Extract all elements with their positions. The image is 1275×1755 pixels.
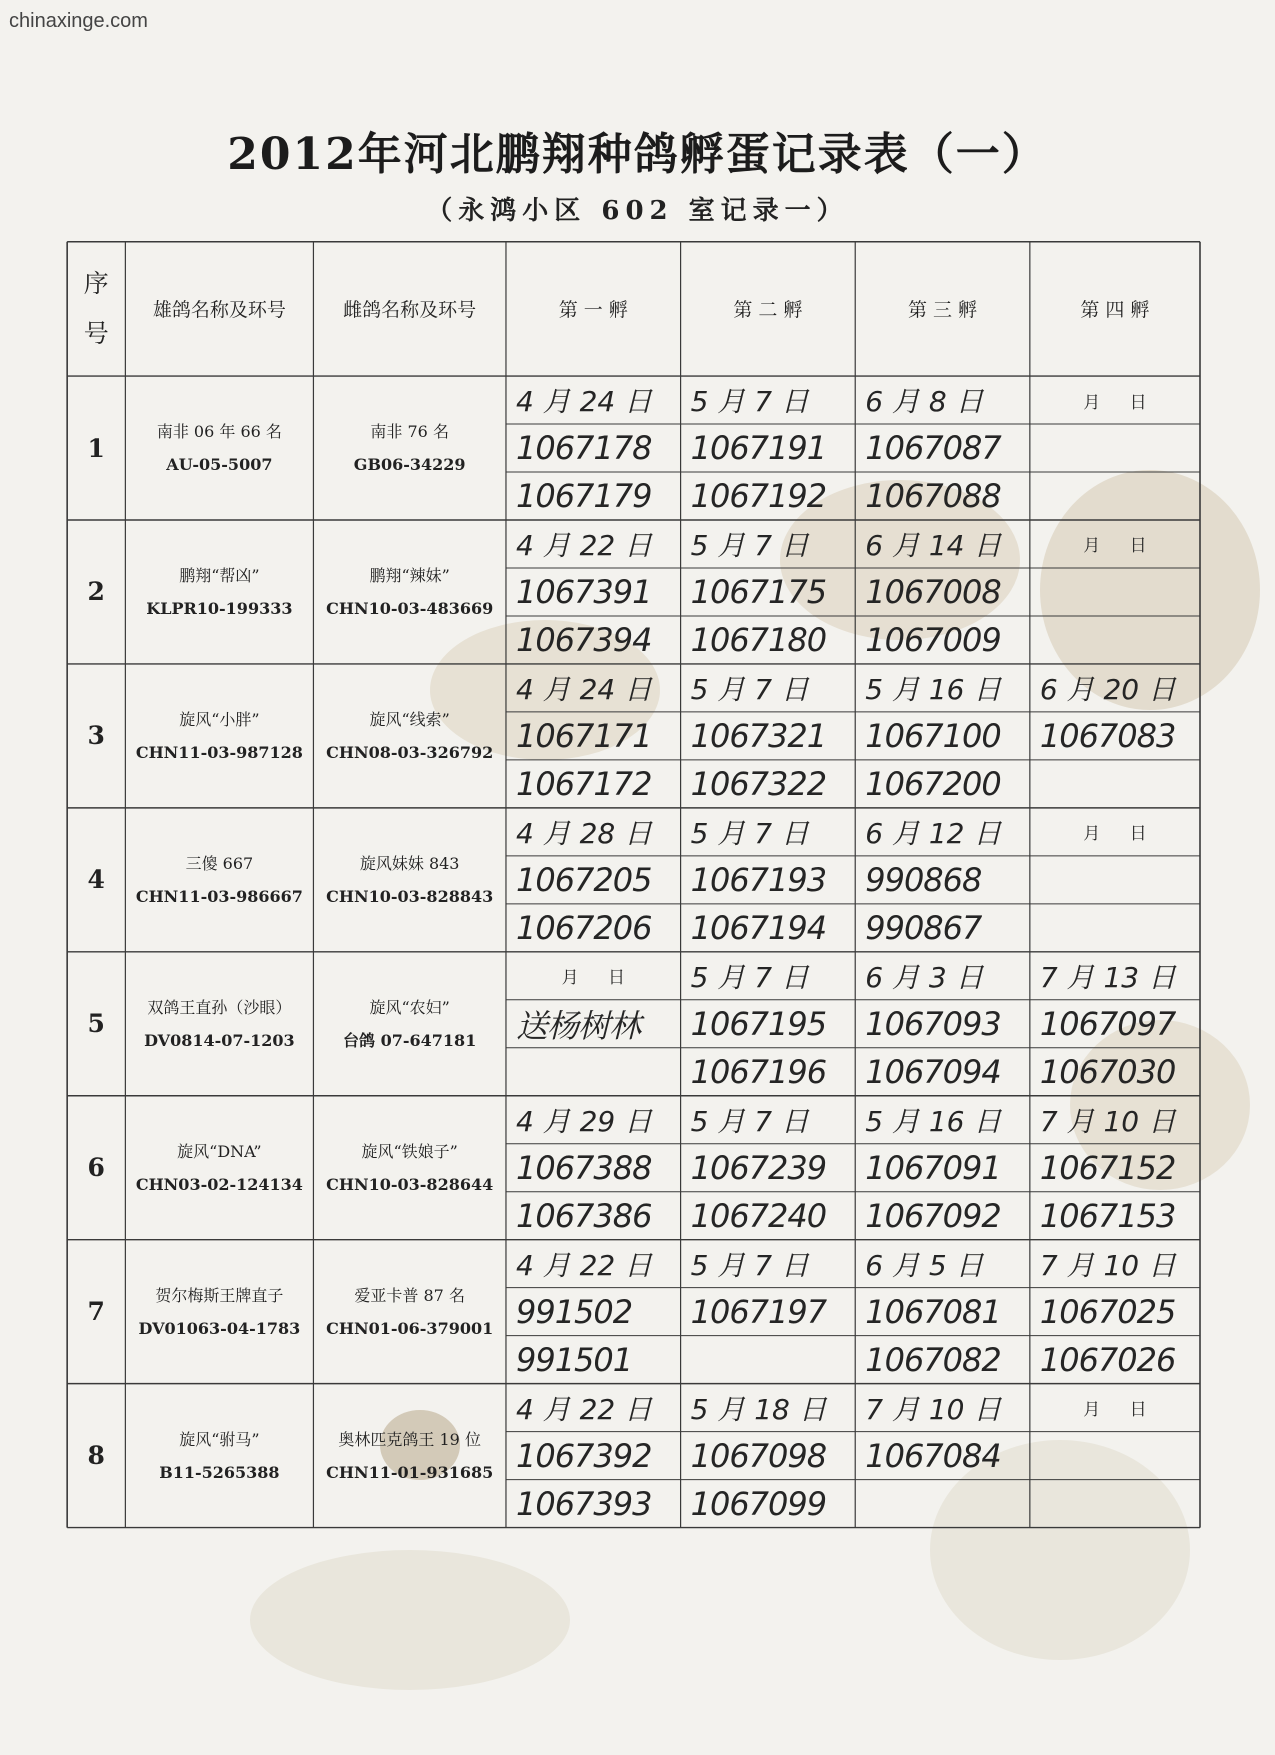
egg-ring-text: 1067084 — [865, 1436, 1001, 1475]
egg-ring-text: 1067081 — [865, 1292, 1001, 1331]
egg-ring-number — [1030, 712, 1200, 760]
egg-ring-text: 1067097 — [1039, 1004, 1176, 1043]
egg-ring-text: 1067083 — [1039, 716, 1176, 755]
header-hatch-label: 第 三 孵 — [907, 299, 978, 322]
egg-ring-text: 1067196 — [690, 1052, 827, 1091]
male-ring-number: KLPR10-199333 — [146, 598, 293, 618]
egg-ring-number — [506, 1336, 681, 1384]
egg-ring-number — [506, 760, 681, 808]
male-pigeon-cell — [125, 520, 313, 664]
hatch-date-text: 4 月 28 日 — [515, 816, 653, 850]
hatch-date-text: 月 日 — [1083, 1400, 1147, 1421]
row-seq — [67, 1384, 125, 1528]
egg-ring-text: 1067180 — [690, 620, 827, 659]
hatch-date-text: 6 月 3 日 — [865, 960, 984, 994]
egg-ring-number — [855, 1048, 1030, 1096]
header-hatch-label: 第 四 孵 — [1080, 299, 1150, 322]
egg-ring-number — [506, 1000, 681, 1048]
egg-ring-number — [1030, 856, 1200, 904]
male-pigeon-cell — [125, 808, 313, 952]
egg-ring-text: 1067205 — [515, 860, 652, 899]
egg-ring-text: 1067008 — [865, 572, 1001, 611]
hatch-date — [681, 376, 856, 424]
male-ring-number: AU-05-5007 — [166, 455, 273, 475]
hatch-date — [506, 952, 681, 1000]
female-pigeon-cell — [313, 520, 506, 664]
header-hatch-label: 第 一 孵 — [558, 299, 628, 322]
egg-ring-number — [681, 1000, 856, 1048]
egg-ring-number — [1030, 424, 1200, 472]
hatch-date-text: 4 月 22 日 — [515, 528, 653, 562]
egg-ring-number — [1030, 616, 1200, 664]
egg-ring-text: 1067175 — [690, 572, 827, 611]
male-pigeon-name: 旋风“小胖” — [179, 709, 260, 729]
egg-ring-number — [855, 1192, 1030, 1240]
egg-ring-number — [1030, 1480, 1200, 1528]
egg-ring-number — [855, 472, 1030, 520]
header-female — [313, 242, 506, 376]
egg-ring-text: 1067392 — [515, 1436, 652, 1475]
hatch-date-text: 5 月 7 日 — [690, 1104, 809, 1138]
female-ring-number: 台鸽 07-647181 — [343, 1030, 477, 1050]
egg-ring-number — [506, 472, 681, 520]
hatch-date-text: 5 月 16 日 — [865, 1104, 1002, 1138]
egg-ring-number — [506, 1288, 681, 1336]
egg-ring-number — [681, 1144, 856, 1192]
female-pigeon-name: 鹏翔“辣妹” — [369, 565, 450, 585]
hatch-date-text: 4 月 22 日 — [515, 1392, 653, 1426]
header-seq-char: 号 — [83, 318, 109, 348]
row-seq — [67, 1096, 125, 1240]
egg-ring-number — [855, 424, 1030, 472]
sheet-subtitle: （永鸿小区 602 室记录一） — [426, 196, 849, 226]
egg-ring-text: 1067088 — [865, 477, 1001, 515]
header-hatch-4 — [1030, 242, 1200, 376]
hatch-date — [855, 1096, 1030, 1144]
egg-ring-number — [1030, 1192, 1200, 1240]
row-seq — [67, 520, 125, 664]
female-pigeon-cell — [313, 1096, 506, 1240]
male-pigeon-name: 贺尔梅斯王牌直子 — [155, 1285, 284, 1305]
egg-ring-text: 1067193 — [690, 860, 827, 899]
egg-ring-number — [855, 760, 1030, 808]
male-pigeon-name: 鹏翔“帮凶” — [179, 565, 260, 585]
egg-ring-text: 1067386 — [515, 1196, 652, 1235]
row-seq-number: 5 — [87, 1009, 105, 1039]
egg-ring-text: 1067152 — [1039, 1148, 1176, 1187]
hatch-date — [855, 952, 1030, 1000]
egg-ring-text: 990867 — [865, 908, 982, 947]
egg-ring-text: 1067087 — [865, 429, 1001, 468]
egg-ring-text: 991502 — [515, 1292, 633, 1331]
egg-ring-text: 1067030 — [1039, 1052, 1176, 1091]
female-ring-number: CHN10-03-828644 — [326, 1174, 494, 1194]
header-male-label: 雄鸽名称及环号 — [152, 299, 286, 322]
hatch-date-text: 6 月 12 日 — [865, 816, 1002, 850]
egg-ring-text: 1067195 — [690, 1004, 827, 1043]
hatch-date-text: 5 月 16 日 — [865, 672, 1002, 706]
egg-ring-number — [1030, 472, 1200, 520]
female-ring-number: CHN08-03-326792 — [326, 742, 494, 762]
egg-ring-number — [855, 1000, 1030, 1048]
header-hatch-2 — [681, 242, 856, 376]
hatch-date-text: 5 月 7 日 — [690, 385, 809, 419]
egg-ring-text: 1067239 — [690, 1148, 827, 1187]
egg-ring-text: 1067388 — [515, 1148, 652, 1187]
egg-ring-text: 1067194 — [690, 908, 827, 947]
egg-ring-text: 1067321 — [690, 716, 827, 755]
male-pigeon-cell — [125, 376, 313, 520]
egg-ring-text: 1067025 — [1039, 1292, 1176, 1331]
egg-ring-number — [1030, 904, 1200, 952]
hatch-date-text: 6 月 20 日 — [1039, 672, 1176, 706]
egg-ring-number — [855, 904, 1030, 952]
egg-ring-number — [855, 568, 1030, 616]
egg-ring-number — [681, 568, 856, 616]
egg-ring-number — [681, 616, 856, 664]
female-pigeon-name: 旋风“农妇” — [369, 997, 450, 1017]
egg-ring-number — [681, 760, 856, 808]
egg-ring-text: 1067197 — [690, 1292, 827, 1331]
hatch-date-text: 月 日 — [1083, 536, 1147, 557]
hatch-date — [1030, 520, 1200, 568]
female-pigeon-name: 爱亚卡普 87 名 — [354, 1285, 465, 1305]
egg-ring-number — [1030, 760, 1200, 808]
egg-ring-text: 1067178 — [515, 429, 652, 468]
egg-ring-number — [855, 712, 1030, 760]
hatch-date — [681, 520, 856, 568]
male-ring-number: DV01063-04-1783 — [138, 1318, 301, 1338]
row-seq-number: 7 — [87, 1297, 105, 1327]
hatch-date-text: 月 日 — [1083, 824, 1147, 845]
row-seq — [67, 808, 125, 952]
male-pigeon-cell — [125, 1096, 313, 1240]
male-pigeon-name: 旋风“DNA” — [177, 1141, 262, 1161]
hatch-date-text: 5 月 7 日 — [690, 672, 809, 706]
egg-ring-number — [506, 856, 681, 904]
egg-ring-number — [681, 1336, 856, 1384]
hatch-date-text: 6 月 14 日 — [865, 528, 1002, 562]
egg-ring-text: 1067091 — [865, 1148, 1001, 1187]
egg-ring-text: 1067094 — [865, 1052, 1001, 1091]
hatch-date-text: 7 月 10 日 — [1039, 1104, 1176, 1138]
site-watermark: chinaxinge.com — [9, 10, 148, 32]
hatch-date-text: 7 月 13 日 — [1039, 960, 1176, 994]
egg-ring-text: 1067393 — [515, 1484, 652, 1523]
hatch-date-text: 月 日 — [1083, 392, 1147, 413]
egg-ring-number — [1030, 1336, 1200, 1384]
row-seq-number: 6 — [87, 1153, 105, 1183]
hatch-date — [855, 664, 1030, 712]
egg-ring-text: 1067098 — [690, 1436, 827, 1475]
egg-ring-number — [506, 712, 681, 760]
female-ring-number: CHN01-06-379001 — [326, 1318, 494, 1338]
hatch-date — [855, 520, 1030, 568]
header-female-label: 雌鸽名称及环号 — [343, 299, 477, 322]
female-pigeon-cell — [313, 808, 506, 952]
egg-ring-number — [681, 904, 856, 952]
male-pigeon-name: 三傻 667 — [185, 853, 254, 873]
hatch-date-text: 5 月 7 日 — [690, 816, 809, 850]
male-ring-number: B11-5265388 — [159, 1462, 280, 1482]
row-seq — [67, 952, 125, 1096]
hatch-date — [1030, 952, 1200, 1000]
female-pigeon-name: 旋风妹妹 843 — [359, 853, 460, 873]
header-hatch-label: 第 二 孵 — [733, 299, 803, 322]
row-seq-number: 4 — [87, 865, 105, 895]
male-ring-number: CHN11-03-987128 — [135, 742, 303, 762]
egg-ring-number — [855, 1144, 1030, 1192]
egg-ring-text: 1067009 — [865, 620, 1001, 659]
egg-ring-number — [1030, 1000, 1200, 1048]
egg-ring-text: 990868 — [865, 860, 982, 899]
egg-ring-number — [681, 1288, 856, 1336]
hatch-date — [506, 808, 681, 856]
egg-ring-number — [681, 1048, 856, 1096]
hatch-date-text: 月 日 — [561, 968, 625, 989]
hatch-date-text: 5 月 18 日 — [690, 1392, 827, 1426]
egg-ring-text: 1067206 — [515, 908, 652, 947]
egg-ring-text: 1067179 — [515, 477, 652, 515]
hatch-date-text: 6 月 5 日 — [865, 1248, 984, 1282]
hatch-date — [681, 952, 856, 1000]
female-pigeon-cell — [313, 376, 506, 520]
header-male — [125, 242, 313, 376]
hatch-date — [681, 1384, 856, 1432]
hatch-date-text: 6 月 8 日 — [865, 385, 984, 419]
male-pigeon-name: 旋风“驸马” — [179, 1429, 260, 1449]
row-seq-number: 2 — [87, 577, 105, 607]
hatch-date — [1030, 1096, 1200, 1144]
male-ring-number: CHN03-02-124134 — [135, 1174, 303, 1194]
egg-ring-text: 1067192 — [690, 477, 827, 515]
sheet-title: 2012年河北鹏翔种鸽孵蛋记录表（一） — [227, 129, 1048, 180]
egg-ring-number — [681, 856, 856, 904]
female-ring-number: CHN10-03-828843 — [326, 886, 494, 906]
egg-ring-number — [855, 1480, 1030, 1528]
egg-ring-text: 991501 — [515, 1340, 633, 1379]
egg-ring-text: 1067191 — [690, 429, 827, 468]
row-seq-number: 3 — [87, 721, 105, 751]
hatch-date — [1030, 808, 1200, 856]
hatch-date — [855, 1240, 1030, 1288]
hatch-date — [506, 520, 681, 568]
egg-ring-number — [681, 1480, 856, 1528]
male-pigeon-cell — [125, 952, 313, 1096]
row-seq-number: 1 — [87, 433, 105, 463]
hatch-date-text: 4 月 22 日 — [515, 1248, 653, 1282]
egg-ring-number — [506, 904, 681, 952]
female-pigeon-name: 旋风“线索” — [369, 709, 450, 729]
hatch-date-text: 4 月 24 日 — [515, 672, 653, 706]
egg-ring-number — [855, 1288, 1030, 1336]
egg-ring-number — [506, 1144, 681, 1192]
egg-ring-text: 1067391 — [515, 572, 652, 611]
egg-ring-number — [506, 1192, 681, 1240]
egg-ring-text: 1067026 — [1039, 1340, 1176, 1379]
female-ring-number: GB06-34229 — [353, 455, 466, 475]
hatch-date — [681, 664, 856, 712]
egg-ring-text: 1067322 — [690, 764, 827, 803]
egg-ring-number — [506, 616, 681, 664]
egg-ring-text: 1067394 — [515, 620, 652, 659]
row-seq — [67, 664, 125, 808]
male-pigeon-name: 南非 06 年 66 名 — [156, 422, 282, 442]
hatch-date — [1030, 1240, 1200, 1288]
egg-ring-number — [855, 856, 1030, 904]
female-pigeon-cell — [313, 664, 506, 808]
hatch-date-text: 5 月 7 日 — [690, 1248, 809, 1282]
egg-ring-text: 送杨树林 — [515, 1006, 640, 1045]
male-pigeon-cell — [125, 1384, 313, 1528]
female-pigeon-cell — [313, 952, 506, 1096]
row-seq-number: 8 — [87, 1441, 105, 1471]
male-pigeon-cell — [125, 1240, 313, 1384]
egg-ring-number — [681, 472, 856, 520]
egg-ring-number — [681, 712, 856, 760]
hatch-date-text: 7 月 10 日 — [865, 1392, 1002, 1426]
egg-ring-text: 1067172 — [515, 764, 652, 803]
female-pigeon-cell — [313, 1384, 506, 1528]
male-pigeon-cell — [125, 664, 313, 808]
hatch-date-text: 5 月 7 日 — [690, 528, 809, 562]
hatch-date — [855, 808, 1030, 856]
egg-ring-number — [506, 1048, 681, 1096]
egg-ring-text: 1067200 — [865, 764, 1001, 803]
hatch-date — [506, 1384, 681, 1432]
egg-ring-text: 1067082 — [865, 1340, 1001, 1379]
header-seq-char: 序 — [83, 268, 109, 298]
hatch-date-text: 7 月 10 日 — [1039, 1248, 1176, 1282]
hatch-date — [1030, 1384, 1200, 1432]
hatch-date — [506, 376, 681, 424]
male-ring-number: DV0814-07-1203 — [144, 1030, 295, 1050]
egg-ring-number — [681, 1192, 856, 1240]
egg-ring-text: 1067171 — [515, 716, 652, 755]
male-ring-number: CHN11-03-986667 — [135, 886, 303, 906]
egg-ring-number — [1030, 1048, 1200, 1096]
header-hatch-1 — [506, 242, 681, 376]
row-seq — [67, 376, 125, 520]
egg-ring-number — [1030, 1144, 1200, 1192]
female-pigeon-name: 旋风“铁娘子” — [361, 1141, 458, 1161]
male-pigeon-name: 双鸽王直孙（沙眼） — [147, 997, 292, 1017]
egg-ring-text: 1067100 — [865, 716, 1001, 755]
hatch-date — [855, 376, 1030, 424]
hatch-date-text: 4 月 24 日 — [515, 385, 653, 419]
egg-ring-number — [681, 424, 856, 472]
hatch-date — [681, 808, 856, 856]
egg-ring-number — [1030, 568, 1200, 616]
hatch-date — [855, 1384, 1030, 1432]
egg-ring-number — [855, 616, 1030, 664]
egg-ring-number — [506, 424, 681, 472]
hatch-date — [506, 1096, 681, 1144]
egg-ring-number — [855, 1336, 1030, 1384]
header-seq — [67, 242, 125, 376]
hatch-date — [506, 1240, 681, 1288]
header-hatch-3 — [855, 242, 1030, 376]
female-pigeon-name: 奥林匹克鸽王 19 位 — [338, 1429, 481, 1449]
hatch-date — [1030, 376, 1200, 424]
hatch-date — [681, 1096, 856, 1144]
egg-ring-text: 1067099 — [690, 1484, 827, 1523]
egg-ring-number — [681, 1432, 856, 1480]
hatch-date — [1030, 664, 1200, 712]
egg-ring-number — [506, 568, 681, 616]
row-seq — [67, 1240, 125, 1384]
egg-ring-text: 1067240 — [690, 1196, 827, 1235]
egg-ring-number — [506, 1432, 681, 1480]
egg-ring-text: 1067093 — [865, 1004, 1001, 1043]
egg-ring-number — [1030, 1432, 1200, 1480]
female-pigeon-cell — [313, 1240, 506, 1384]
female-ring-number: CHN10-03-483669 — [326, 598, 494, 618]
hatch-date — [506, 664, 681, 712]
female-pigeon-name: 南非 76 名 — [370, 422, 449, 442]
egg-ring-text: 1067092 — [865, 1196, 1001, 1235]
egg-ring-number — [855, 1432, 1030, 1480]
egg-ring-number — [506, 1480, 681, 1528]
hatch-date-text: 5 月 7 日 — [690, 960, 809, 994]
hatch-date-text: 4 月 29 日 — [515, 1104, 653, 1138]
egg-ring-number — [1030, 1288, 1200, 1336]
hatch-date — [681, 1240, 856, 1288]
female-ring-number: CHN11-01-931685 — [326, 1462, 494, 1482]
egg-ring-text: 1067153 — [1039, 1196, 1176, 1235]
